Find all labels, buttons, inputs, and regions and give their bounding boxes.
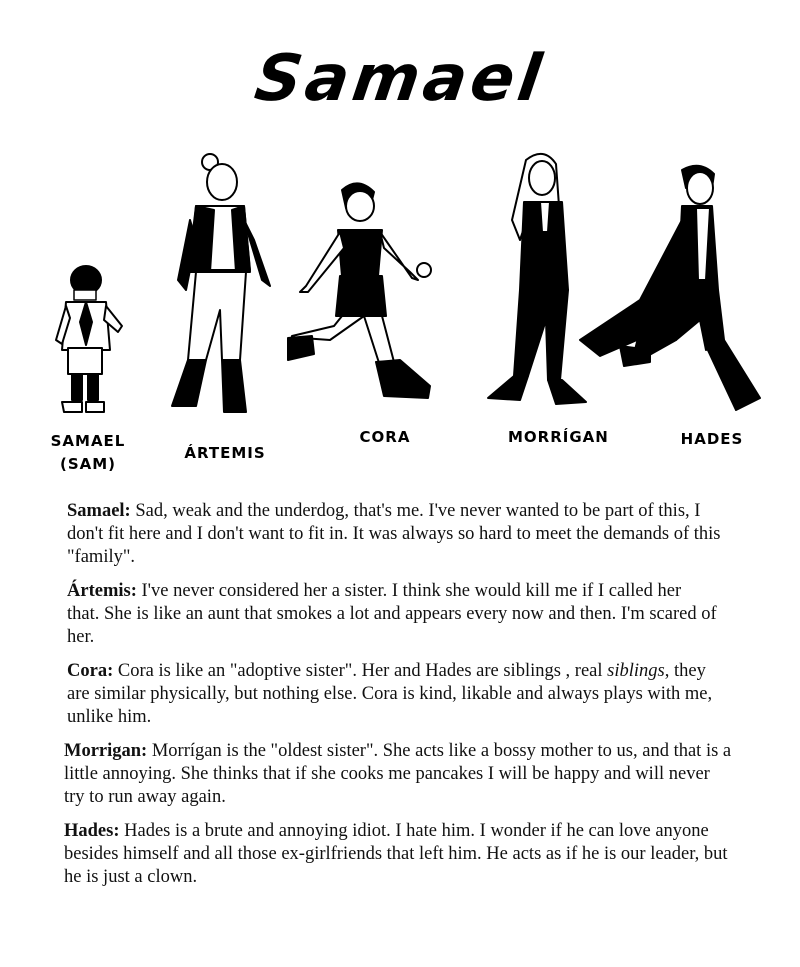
caption-samael-line2: (SAM) xyxy=(59,455,117,473)
morrigan-figure xyxy=(488,154,586,404)
caption-hades: HADES xyxy=(680,430,744,448)
character-lineup xyxy=(0,140,800,473)
bio-artemis-name: Ártemis: xyxy=(67,581,137,601)
bio-morrigan-text: Morrígan is the "oldest sister". She acts like a bossy mother to us, and that is a little annoying. She thinks that if she cooks me pancakes I will be happy and will never try to run away again. xyxy=(64,741,732,807)
bio-artemis-text: I've never considered her a sister. I think she would kill me if I called her that. She is like an aunt that smokes a lot and appears every now and then. I'm scared of her. xyxy=(67,581,717,647)
caption-artemis: ÁRTEMIS xyxy=(184,444,266,462)
hades-figure xyxy=(580,166,760,410)
caption-morrigan: MORRÍGAN xyxy=(508,428,609,446)
artemis-figure xyxy=(172,154,270,412)
bio-cora-text-a: Cora is like an "adoptive sister". Her and Hades are siblings , real xyxy=(113,661,608,681)
samael-figure xyxy=(56,266,122,412)
bio-cora-text-b: , they are similar physically, but nothing else. Cora is kind, likable and always plays with me, unlike him. xyxy=(67,661,713,727)
bio-cora-text-emphasis: siblings xyxy=(607,661,665,681)
bio-hades xyxy=(64,820,734,889)
bio-samael-name: Samael: xyxy=(67,501,131,521)
bio-cora-name: Cora: xyxy=(67,661,114,681)
bio-samael xyxy=(67,500,727,569)
bio-hades-text: Hades is a brute and annoying idiot. I hate him. I wonder if he can love anyone besides himself and all those ex-girlfriends that left him. He acts as if he is our leader, but he is just a clown. xyxy=(64,821,728,887)
bio-samael-text: Sad, weak and the underdog, that's me. I've never wanted to be part of this, I don't fit here and I don't want to fit in. It was always so hard to meet the demands of this "family". xyxy=(67,501,721,567)
caption-cora: CORA xyxy=(359,428,411,446)
bio-morrigan-name: Morrigan: xyxy=(64,741,148,761)
cora-figure xyxy=(288,183,431,398)
bio-artemis xyxy=(67,580,717,649)
page-title: Samael xyxy=(250,42,550,116)
bio-morrigan xyxy=(64,740,734,809)
caption-samael xyxy=(48,430,128,476)
caption-samael-line1: SAMAEL xyxy=(50,432,126,450)
bio-cora xyxy=(67,660,717,729)
bio-hades-name: Hades: xyxy=(64,821,120,841)
